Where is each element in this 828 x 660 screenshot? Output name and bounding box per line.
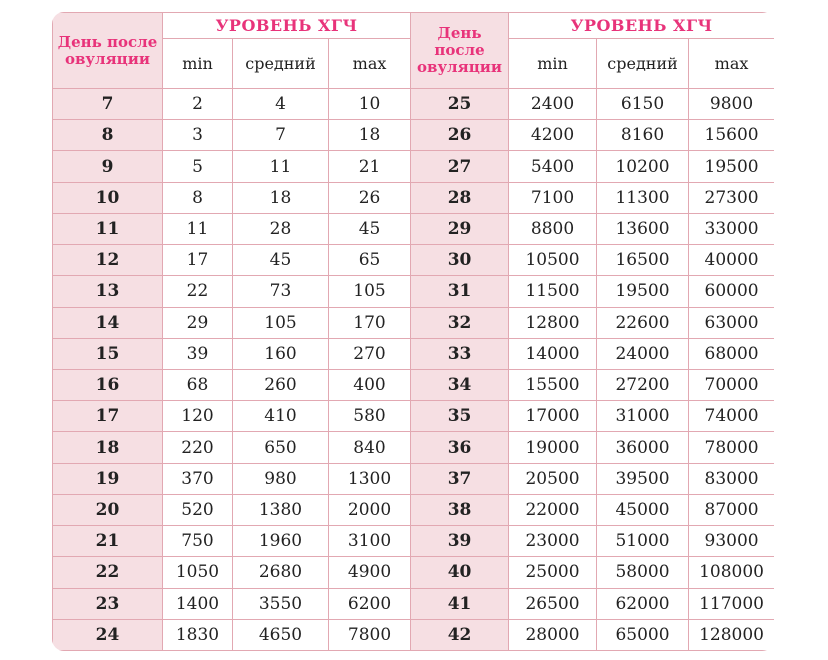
day-cell-left: 23 (53, 588, 163, 619)
table-row (53, 494, 775, 525)
table-row (53, 276, 775, 307)
max-cell-left: 170 (329, 307, 411, 338)
avg-cell-left: 1960 (233, 526, 329, 557)
avg-cell-right: 16500 (597, 245, 689, 276)
min-cell-left: 520 (163, 494, 233, 525)
avg-cell-left: 28 (233, 213, 329, 244)
avg-cell-right: 51000 (597, 526, 689, 557)
max-cell-right: 9800 (689, 89, 774, 120)
min-cell-left: 29 (163, 307, 233, 338)
day-cell-right: 34 (411, 369, 509, 400)
day-cell-left: 7 (53, 89, 163, 120)
min-cell-left: 17 (163, 245, 233, 276)
table-row (53, 369, 775, 400)
day-cell-right: 32 (411, 307, 509, 338)
day-cell-left: 21 (53, 526, 163, 557)
day-cell-right: 42 (411, 619, 509, 650)
day-cell-right: 40 (411, 557, 509, 588)
table-row (53, 307, 775, 338)
max-cell-left: 18 (329, 120, 411, 151)
day-cell-right: 31 (411, 276, 509, 307)
min-header-left: min (163, 39, 233, 89)
day-cell-right: 38 (411, 494, 509, 525)
max-cell-right: 74000 (689, 401, 774, 432)
avg-cell-right: 45000 (597, 494, 689, 525)
avg-cell-left: 3550 (233, 588, 329, 619)
avg-cell-left: 73 (233, 276, 329, 307)
avg-cell-right: 13600 (597, 213, 689, 244)
min-cell-right: 17000 (509, 401, 597, 432)
min-cell-left: 22 (163, 276, 233, 307)
table-row (53, 588, 775, 619)
min-cell-left: 1050 (163, 557, 233, 588)
avg-cell-right: 10200 (597, 151, 689, 182)
min-cell-right: 15500 (509, 369, 597, 400)
min-cell-right: 26500 (509, 588, 597, 619)
avg-cell-left: 4650 (233, 619, 329, 650)
max-cell-right: 15600 (689, 120, 774, 151)
min-cell-left: 370 (163, 463, 233, 494)
avg-header-right: средний (597, 39, 689, 89)
avg-cell-right: 19500 (597, 276, 689, 307)
day-cell-left: 12 (53, 245, 163, 276)
avg-cell-right: 24000 (597, 338, 689, 369)
day-cell-right: 29 (411, 213, 509, 244)
max-cell-right: 27300 (689, 182, 774, 213)
level-header-left: УРОВЕНЬ ХГЧ (163, 13, 411, 39)
min-cell-right: 11500 (509, 276, 597, 307)
min-cell-right: 22000 (509, 494, 597, 525)
max-cell-right: 78000 (689, 432, 774, 463)
day-cell-left: 24 (53, 619, 163, 650)
min-cell-right: 4200 (509, 120, 597, 151)
day-cell-left: 19 (53, 463, 163, 494)
day-cell-left: 18 (53, 432, 163, 463)
avg-cell-right: 22600 (597, 307, 689, 338)
level-header-right: УРОВЕНЬ ХГЧ (509, 13, 774, 39)
min-cell-left: 1400 (163, 588, 233, 619)
avg-cell-left: 410 (233, 401, 329, 432)
max-cell-right: 93000 (689, 526, 774, 557)
day-cell-left: 16 (53, 369, 163, 400)
min-cell-right: 12800 (509, 307, 597, 338)
avg-cell-right: 8160 (597, 120, 689, 151)
max-cell-right: 117000 (689, 588, 774, 619)
min-cell-left: 11 (163, 213, 233, 244)
min-cell-right: 5400 (509, 151, 597, 182)
avg-cell-right: 31000 (597, 401, 689, 432)
max-cell-left: 3100 (329, 526, 411, 557)
day-cell-left: 17 (53, 401, 163, 432)
avg-cell-left: 650 (233, 432, 329, 463)
max-cell-right: 70000 (689, 369, 774, 400)
day-cell-right: 41 (411, 588, 509, 619)
hcg-level-table (52, 12, 774, 651)
max-cell-left: 580 (329, 401, 411, 432)
table-row (53, 245, 775, 276)
table-row (53, 432, 775, 463)
day-cell-right: 27 (411, 151, 509, 182)
max-cell-left: 21 (329, 151, 411, 182)
day-cell-left: 8 (53, 120, 163, 151)
max-cell-left: 10 (329, 89, 411, 120)
min-cell-right: 28000 (509, 619, 597, 650)
table-row (53, 89, 775, 120)
avg-cell-left: 7 (233, 120, 329, 151)
avg-cell-left: 11 (233, 151, 329, 182)
max-cell-left: 65 (329, 245, 411, 276)
max-cell-left: 2000 (329, 494, 411, 525)
day-cell-left: 14 (53, 307, 163, 338)
table-body (53, 89, 775, 651)
max-cell-left: 26 (329, 182, 411, 213)
min-cell-right: 2400 (509, 89, 597, 120)
max-header-left: max (329, 39, 411, 89)
min-cell-left: 750 (163, 526, 233, 557)
day-header-right: День после овуляции (411, 13, 509, 89)
table-row (53, 463, 775, 494)
max-cell-left: 45 (329, 213, 411, 244)
min-cell-left: 3 (163, 120, 233, 151)
min-cell-left: 8 (163, 182, 233, 213)
max-cell-left: 270 (329, 338, 411, 369)
min-cell-right: 25000 (509, 557, 597, 588)
table-row (53, 338, 775, 369)
avg-cell-right: 65000 (597, 619, 689, 650)
day-header-left: День после овуляции (53, 13, 163, 89)
day-cell-left: 10 (53, 182, 163, 213)
avg-cell-left: 260 (233, 369, 329, 400)
table-row (53, 151, 775, 182)
hcg-table-card (52, 12, 774, 651)
avg-cell-left: 160 (233, 338, 329, 369)
max-cell-left: 6200 (329, 588, 411, 619)
day-cell-left: 22 (53, 557, 163, 588)
max-cell-left: 105 (329, 276, 411, 307)
table-row (53, 213, 775, 244)
min-cell-left: 220 (163, 432, 233, 463)
avg-cell-left: 18 (233, 182, 329, 213)
avg-cell-left: 45 (233, 245, 329, 276)
day-cell-right: 26 (411, 120, 509, 151)
max-cell-right: 128000 (689, 619, 774, 650)
min-cell-right: 10500 (509, 245, 597, 276)
avg-cell-right: 62000 (597, 588, 689, 619)
min-cell-left: 39 (163, 338, 233, 369)
day-cell-left: 9 (53, 151, 163, 182)
table-row (53, 120, 775, 151)
day-cell-right: 39 (411, 526, 509, 557)
max-cell-right: 60000 (689, 276, 774, 307)
max-cell-left: 7800 (329, 619, 411, 650)
table-row (53, 526, 775, 557)
min-cell-right: 7100 (509, 182, 597, 213)
min-cell-right: 14000 (509, 338, 597, 369)
avg-header-left: средний (233, 39, 329, 89)
min-cell-right: 19000 (509, 432, 597, 463)
avg-cell-right: 27200 (597, 369, 689, 400)
min-cell-right: 8800 (509, 213, 597, 244)
avg-cell-right: 36000 (597, 432, 689, 463)
avg-cell-right: 58000 (597, 557, 689, 588)
day-cell-right: 35 (411, 401, 509, 432)
max-cell-right: 40000 (689, 245, 774, 276)
day-cell-left: 20 (53, 494, 163, 525)
max-cell-left: 400 (329, 369, 411, 400)
avg-cell-left: 4 (233, 89, 329, 120)
min-header-right: min (509, 39, 597, 89)
max-header-right: max (689, 39, 774, 89)
max-cell-left: 840 (329, 432, 411, 463)
min-cell-right: 20500 (509, 463, 597, 494)
max-cell-left: 1300 (329, 463, 411, 494)
day-cell-left: 15 (53, 338, 163, 369)
day-cell-right: 30 (411, 245, 509, 276)
min-cell-left: 5 (163, 151, 233, 182)
max-cell-right: 63000 (689, 307, 774, 338)
avg-cell-right: 6150 (597, 89, 689, 120)
min-cell-left: 120 (163, 401, 233, 432)
avg-cell-right: 11300 (597, 182, 689, 213)
table-row (53, 401, 775, 432)
avg-cell-right: 39500 (597, 463, 689, 494)
min-cell-left: 2 (163, 89, 233, 120)
table-row (53, 182, 775, 213)
max-cell-right: 33000 (689, 213, 774, 244)
day-cell-right: 33 (411, 338, 509, 369)
day-cell-left: 13 (53, 276, 163, 307)
avg-cell-left: 980 (233, 463, 329, 494)
day-cell-right: 36 (411, 432, 509, 463)
max-cell-right: 87000 (689, 494, 774, 525)
day-cell-right: 37 (411, 463, 509, 494)
min-cell-left: 68 (163, 369, 233, 400)
max-cell-left: 4900 (329, 557, 411, 588)
table-row (53, 557, 775, 588)
min-cell-right: 23000 (509, 526, 597, 557)
max-cell-right: 108000 (689, 557, 774, 588)
max-cell-right: 83000 (689, 463, 774, 494)
day-cell-right: 28 (411, 182, 509, 213)
max-cell-right: 19500 (689, 151, 774, 182)
avg-cell-left: 105 (233, 307, 329, 338)
max-cell-right: 68000 (689, 338, 774, 369)
min-cell-left: 1830 (163, 619, 233, 650)
day-cell-right: 25 (411, 89, 509, 120)
table-row (53, 619, 775, 650)
avg-cell-left: 2680 (233, 557, 329, 588)
day-cell-left: 11 (53, 213, 163, 244)
avg-cell-left: 1380 (233, 494, 329, 525)
